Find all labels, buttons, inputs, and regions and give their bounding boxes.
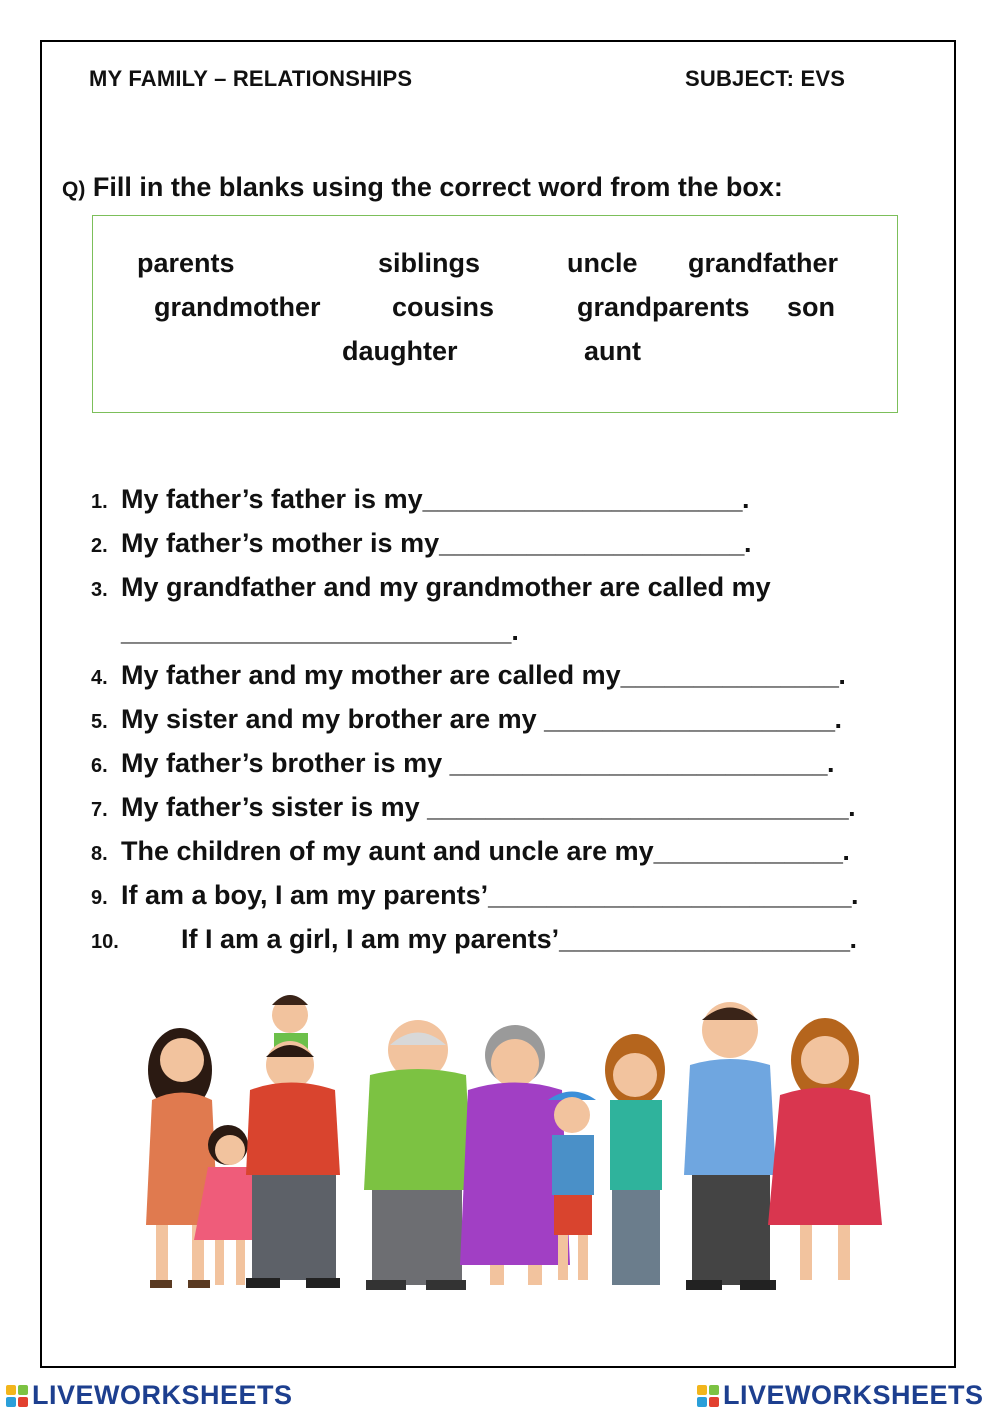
item-end: . — [851, 880, 859, 910]
word-bank-item[interactable]: cousins — [392, 292, 495, 322]
item-end: . — [827, 748, 835, 778]
word-bank-item[interactable]: grandmother — [154, 292, 321, 322]
question-item-continuation — [121, 616, 519, 647]
item-text: My father’s father is my — [121, 484, 423, 514]
item-text: My grandfather and my grandmother are called my — [121, 572, 771, 602]
worksheet-title: MY FAMILY – RELATIONSHIPS — [89, 66, 413, 91]
answer-blank[interactable]: _______________ — [620, 660, 839, 690]
question-text: Fill in the blanks using the correct word from the box: — [92, 172, 783, 202]
item-end: . — [842, 836, 850, 866]
question-item — [91, 660, 846, 691]
answer-blank[interactable]: _________________________ — [488, 880, 852, 910]
question-item — [91, 484, 749, 515]
answer-blank[interactable]: ____________________ — [544, 704, 835, 734]
father-with-child-figure — [246, 995, 340, 1288]
item-end: . — [838, 660, 846, 690]
footer-brand-left[interactable] — [6, 1380, 293, 1411]
word-bank-item[interactable]: grandparents — [577, 292, 750, 322]
item-text: If I am a girl, I am my parents’ — [181, 924, 560, 954]
item-text: My father’s sister is my — [121, 792, 428, 822]
item-end: . — [834, 704, 842, 734]
liveworksheets-logo-icon — [697, 1385, 719, 1407]
item-end: . — [741, 484, 750, 514]
item-text: My father’s brother is my — [121, 748, 450, 778]
item-number: 10. — [91, 931, 119, 953]
question-item — [91, 704, 842, 735]
question-instruction — [62, 172, 783, 203]
item-number: 6. — [91, 755, 108, 777]
item-text: My sister and my brother are my — [121, 704, 545, 734]
word-bank-item[interactable]: daughter — [342, 336, 458, 366]
item-number: 5. — [91, 711, 108, 733]
question-item — [91, 528, 751, 559]
word-bank-item[interactable]: son — [787, 292, 836, 322]
family-illustration — [100, 975, 900, 1315]
item-number: 1. — [91, 491, 108, 513]
item-number: 4. — [91, 667, 108, 689]
item-text: My father and my mother are called my — [121, 660, 621, 690]
word-bank-item[interactable]: siblings — [378, 248, 481, 278]
answer-blank[interactable]: _____________________________ — [427, 792, 849, 822]
item-end: . — [511, 616, 519, 646]
question-item — [91, 748, 835, 779]
item-number: 9. — [91, 887, 108, 909]
answer-blank[interactable]: __________________________ — [449, 748, 828, 778]
aunt-figure — [768, 1018, 882, 1280]
question-item — [91, 572, 771, 603]
mother-figure — [146, 1028, 218, 1288]
item-end: . — [849, 924, 857, 954]
item-text: The children of my aunt and uncle are my — [121, 836, 654, 866]
item-end: . — [848, 792, 856, 822]
question-item — [91, 880, 859, 911]
item-number: 8. — [91, 843, 108, 865]
liveworksheets-logo-icon — [6, 1385, 28, 1407]
item-text: If am a boy, I am my parents’ — [121, 880, 489, 910]
teen-girl-figure — [605, 1034, 665, 1285]
item-end: . — [743, 528, 752, 558]
footer-brand-right[interactable] — [697, 1380, 984, 1411]
item-number: 7. — [91, 799, 108, 821]
answer-blank[interactable]: _____________________ — [439, 528, 744, 558]
grandfather-figure — [364, 1020, 472, 1290]
question-item — [91, 924, 857, 955]
uncle-figure — [684, 1002, 776, 1290]
answer-blank[interactable]: __________________________ — [121, 616, 512, 646]
item-number: 3. — [91, 579, 108, 601]
subject-label: SUBJECT: EVS — [685, 66, 846, 91]
item-text: My father’s mother is my — [121, 528, 440, 558]
question-item — [91, 792, 856, 823]
word-bank-item[interactable]: uncle — [567, 248, 638, 278]
answer-blank[interactable]: ____________________ — [559, 924, 850, 954]
question-item — [91, 836, 850, 867]
item-number: 2. — [91, 535, 108, 557]
brand-name: LIVEWORKSHEETS — [32, 1380, 293, 1410]
word-bank-item[interactable]: parents — [137, 248, 235, 278]
word-bank-item[interactable]: aunt — [584, 336, 641, 366]
question-prefix: Q) — [62, 178, 86, 201]
brand-name: LIVEWORKSHEETS — [723, 1380, 984, 1410]
word-bank-item[interactable]: grandfather — [688, 248, 839, 278]
answer-blank[interactable]: _____________ — [653, 836, 843, 866]
answer-blank[interactable]: ______________________ — [422, 484, 742, 514]
